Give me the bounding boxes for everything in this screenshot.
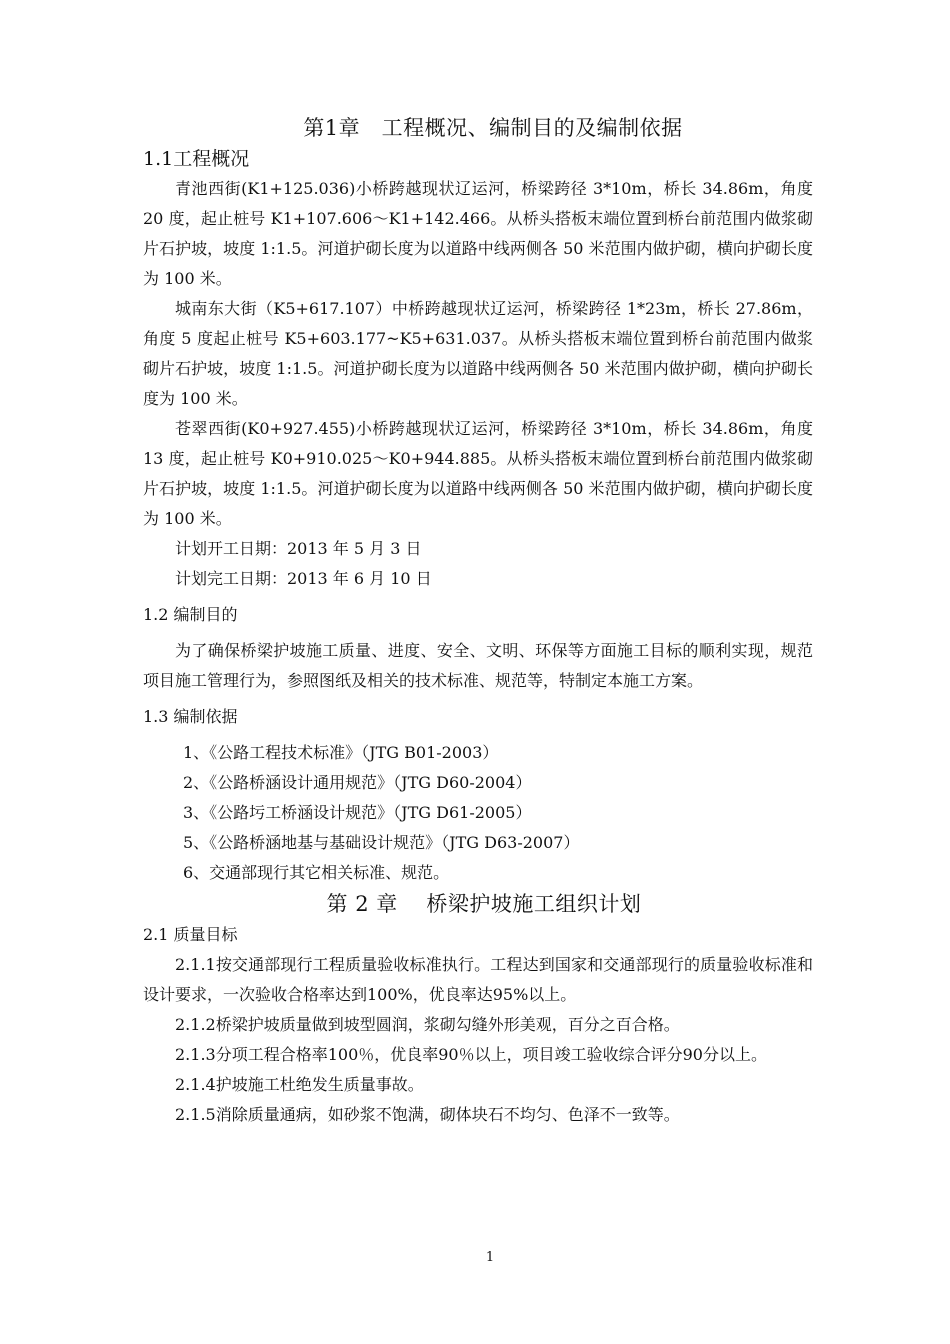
list-item: 5、《公路桥涵地基与基础设计规范》（JTG D63-2007）	[183, 833, 580, 852]
list-item: 3、《公路圬工桥涵设计规范》（JTG D61-2005）	[183, 803, 532, 822]
paragraph-cangcui-bridge: 苍翠西街(K0+927.455)小桥跨越现状辽运河，桥梁跨径 3*10m，桥长 34.86m，角度 13 度，起止桩号 K0+910.025～K0+944.885。从桥头搭板末端位置到桥台前范围内做浆砌片石护坡，坡度 1:1.5。河道护砌长度为以道路中线两侧各 50 米范围内做护砌，横向护砌长度为 100 米。	[143, 419, 813, 528]
paragraph-quality-2-1-5: 2.1.5消除质量通病，如砂浆不饱满，砌体块石不均匀、色泽不一致等。	[175, 1105, 680, 1124]
chapter-2-title: 第 2 章 桥梁护坡施工组织计划	[326, 892, 642, 916]
list-item: 1、《公路工程技术标准》（JTG B01-2003）	[183, 743, 499, 762]
paragraph-quality-2-1-1: 2.1.1按交通部现行工程质量验收标准执行。工程达到国家和交通部现行的质量验收标准和设计要求，一次验收合格率达到100%，优良率达95%以上。	[143, 955, 813, 1004]
paragraph-quality-2-1-4: 2.1.4护坡施工杜绝发生质量事故。	[175, 1075, 424, 1094]
document-body	[143, 112, 813, 1130]
paragraph-quality-2-1-2: 2.1.2桥梁护坡质量做到坡型圆润，浆砌勾缝外形美观，百分之百合格。	[175, 1015, 680, 1034]
section-2-1-title: 2.1 质量目标	[143, 925, 238, 944]
planned-finish-date: 计划完工日期：2013 年 6 月 10 日	[175, 569, 432, 588]
paragraph-quality-2-1-3: 2.1.3分项工程合格率100％，优良率90％以上，项目竣工验收综合评分90分以上。	[175, 1045, 767, 1064]
list-item: 6、交通部现行其它相关标准、规范。	[183, 863, 450, 882]
paragraph-purpose: 为了确保桥梁护坡施工质量、进度、安全、文明、环保等方面施工目标的顺利实现，规范项目施工管理行为，参照图纸及相关的技术标准、规范等，特制定本施工方案。	[143, 641, 813, 690]
list-item: 2、《公路桥涵设计通用规范》（JTG D60-2004）	[183, 773, 532, 792]
paragraph-chengnan-bridge: 城南东大街（K5+617.107）中桥跨越现状辽运河，桥梁跨径 1*23m，桥长 27.86m，角度 5 度起止桩号 K5+603.177~K5+631.037。从桥头搭板末端位置到桥台前范围内做浆砌片石护坡，坡度 1:1.5。河道护砌长度为以道路中线两侧各 50 米范围内做护砌，横向护砌长度为 100 米。	[143, 299, 813, 408]
planned-start-date: 计划开工日期：2013 年 5 月 3 日	[175, 539, 422, 558]
section-1-3-title: 1.3 编制依据	[143, 707, 238, 726]
section-1-2-title: 1.2 编制目的	[143, 605, 238, 624]
section-1-1-title: 1.1工程概况	[143, 148, 250, 170]
page-number: 1	[485, 1250, 495, 1265]
paragraph-qingchi-bridge: 青池西街(K1+125.036)小桥跨越现状辽运河，桥梁跨径 3*10m，桥长 34.86m，角度 20 度，起止桩号 K1+107.606～K1+142.466。从桥头搭板末端位置到桥台前范围内做浆砌片石护坡，坡度 1:1.5。河道护砌长度为以道路中线两侧各 50 米范围内做护砌，横向护砌长度为 100 米。	[143, 179, 813, 288]
chapter-1-title: 第1章 工程概况、编制目的及编制依据	[303, 116, 683, 140]
